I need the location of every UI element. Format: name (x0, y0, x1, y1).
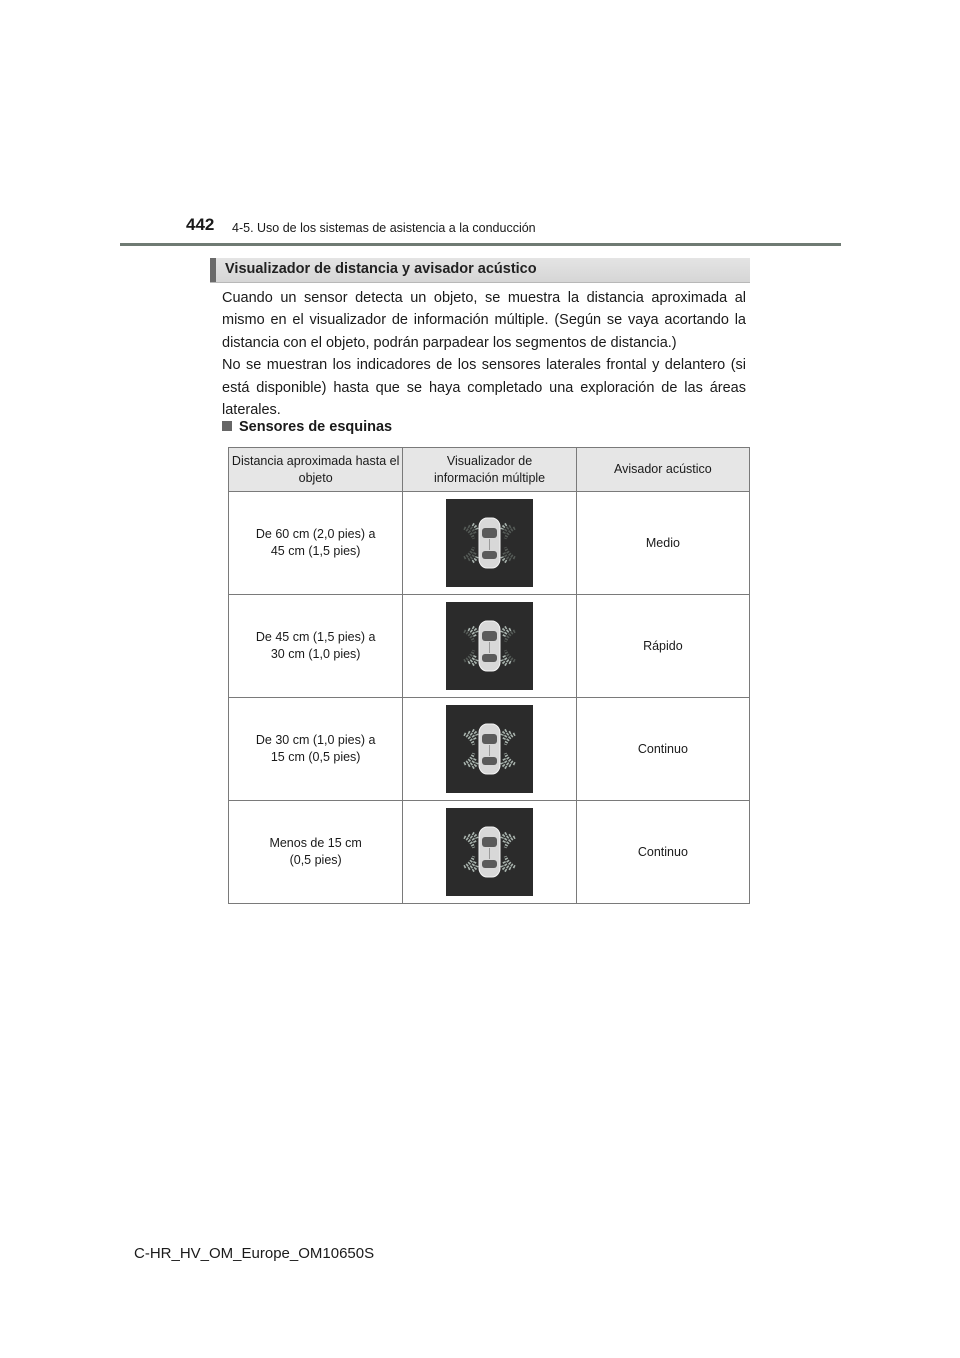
buzzer-cell: Continuo (576, 801, 749, 904)
sensor-display-image (446, 602, 533, 690)
header-display-label: Visualizador de información múltiple (433, 453, 546, 485)
distance-line: 15 cm (0,5 pies) (270, 750, 361, 764)
display-cell (403, 595, 576, 698)
page-number: 442 (186, 215, 215, 234)
distance-line: 30 cm (1,0 pies) (270, 647, 361, 661)
display-cell (403, 492, 576, 595)
header-buzzer-label: Avisador acústico (614, 462, 712, 476)
header-display (403, 448, 576, 492)
subheading-label: Sensores de esquinas (239, 419, 393, 435)
chapter-title: 4-5. Uso de los sistemas de asistencia a la conducción (232, 221, 536, 235)
distance-line: De 30 cm (1,0 pies) a (255, 733, 376, 747)
header-distance (229, 448, 403, 492)
body-text (222, 287, 746, 421)
table-row (229, 698, 750, 801)
display-cell (403, 698, 576, 801)
display-cell (403, 801, 576, 904)
header-rule (120, 243, 841, 246)
sensor-display-image (446, 705, 533, 793)
body-paragraph: No se muestran los indicadores de los sensores laterales frontal y delantero (si está disponible) hasta que se haya completado una exploración de las áreas laterales. (222, 357, 746, 419)
buzzer-cell: Medio (576, 492, 749, 595)
table-row (229, 801, 750, 904)
sensor-display-image (446, 808, 533, 896)
distance-line: De 45 cm (1,5 pies) a (255, 630, 376, 644)
car-icon (479, 724, 500, 774)
header-buzzer (576, 448, 749, 492)
distance-cell (229, 492, 403, 595)
buzzer-cell: Rápido (576, 595, 749, 698)
distance-cell (229, 595, 403, 698)
distance-line: (0,5 pies) (289, 853, 342, 867)
car-icon (479, 518, 500, 568)
distance-line: 45 cm (1,5 pies) (270, 544, 361, 558)
section-heading-accent-bar (210, 258, 216, 282)
distance-line: Menos de 15 cm (269, 836, 362, 850)
table-row (229, 595, 750, 698)
distance-line: De 60 cm (2,0 pies) a (255, 527, 376, 541)
table-header-row (229, 448, 750, 492)
car-icon (479, 621, 500, 671)
corner-sensor-table (228, 447, 750, 904)
section-heading-band (210, 258, 750, 283)
section-heading: Visualizador de distancia y avisador acústico (225, 261, 537, 277)
distance-cell (229, 801, 403, 904)
car-icon (479, 827, 500, 877)
table-row (229, 492, 750, 595)
document-id: C-HR_HV_OM_Europe_OM10650S (134, 1245, 375, 1262)
subheading (222, 419, 392, 435)
distance-cell (229, 698, 403, 801)
buzzer-cell: Continuo (576, 698, 749, 801)
sensor-display-image (446, 499, 533, 587)
square-bullet-icon (222, 421, 232, 431)
header-distance-label: Distancia aproximada hasta el objeto (231, 453, 400, 485)
body-paragraph: Cuando un sensor detecta un objeto, se muestra la distancia aproximada al mismo en el visualizador de información múltiple. (Según se vaya acortando la distancia con el objeto, podrán parpadear los segmentos de distancia.) (222, 290, 746, 351)
